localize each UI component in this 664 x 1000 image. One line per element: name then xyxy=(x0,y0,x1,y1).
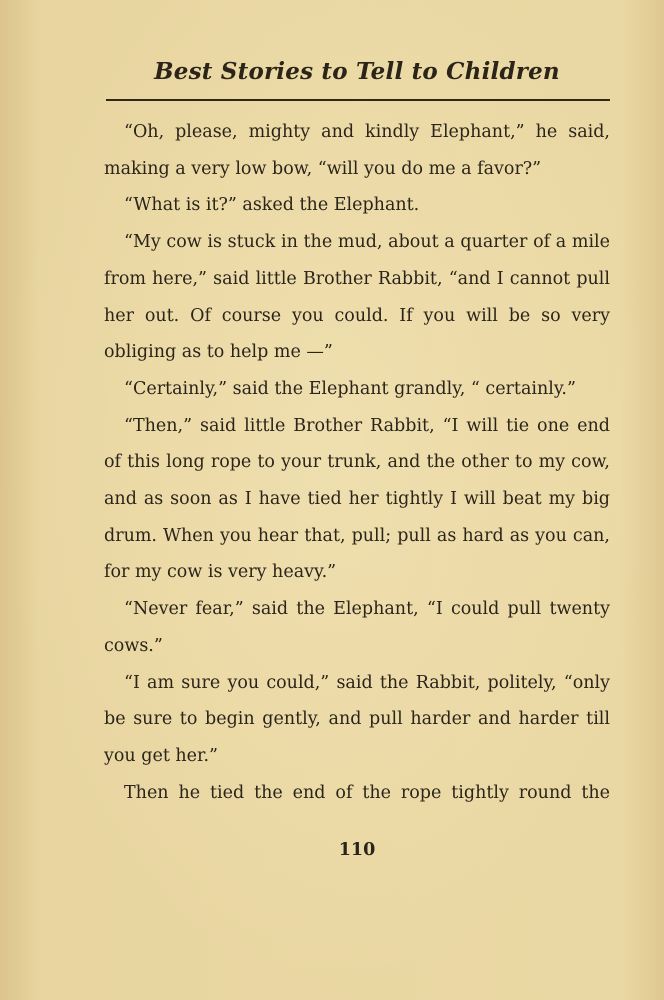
paragraph: “My cow is stuck in the mud, about a quarter of a mile from here,” said little Brother Rabbit, “and I cannot pull her out. Of course you could. If you will be so very obliging as to help me —” xyxy=(104,232,610,363)
header-rule xyxy=(106,99,610,101)
page-number: 110 xyxy=(338,840,376,860)
paragraph: “Then,” said little Brother Rabbit, “I will tie one end of this long rope to your trunk, and the other to my cow, and as soon as I have tied her tightly I will beat my big drum. When you hear that, pull; pull as hard as you can, for my cow is very heavy.” xyxy=(104,415,610,583)
running-head: Best Stories to Tell to Children xyxy=(154,58,560,85)
paragraph: “Oh, please, mighty and kindly Elephant,” he said, making a very low bow, “will you do me a favor?” xyxy=(104,122,610,179)
paragraph: “I am sure you could,” said the Rabbit, politely, “only be sure to begin gently, and pull harder and harder till you get her.” xyxy=(104,672,610,766)
body-text xyxy=(104,114,610,811)
paragraph: “Never fear,” said the Elephant, “I could pull twenty cows.” xyxy=(104,599,610,656)
paragraph: Then he tied the end of the rope tightly round the xyxy=(124,782,610,803)
paragraph: “What is it?” asked the Elephant. xyxy=(124,195,420,216)
paragraph: “Certainly,” said the Elephant grandly, “ certainly.” xyxy=(124,378,576,399)
